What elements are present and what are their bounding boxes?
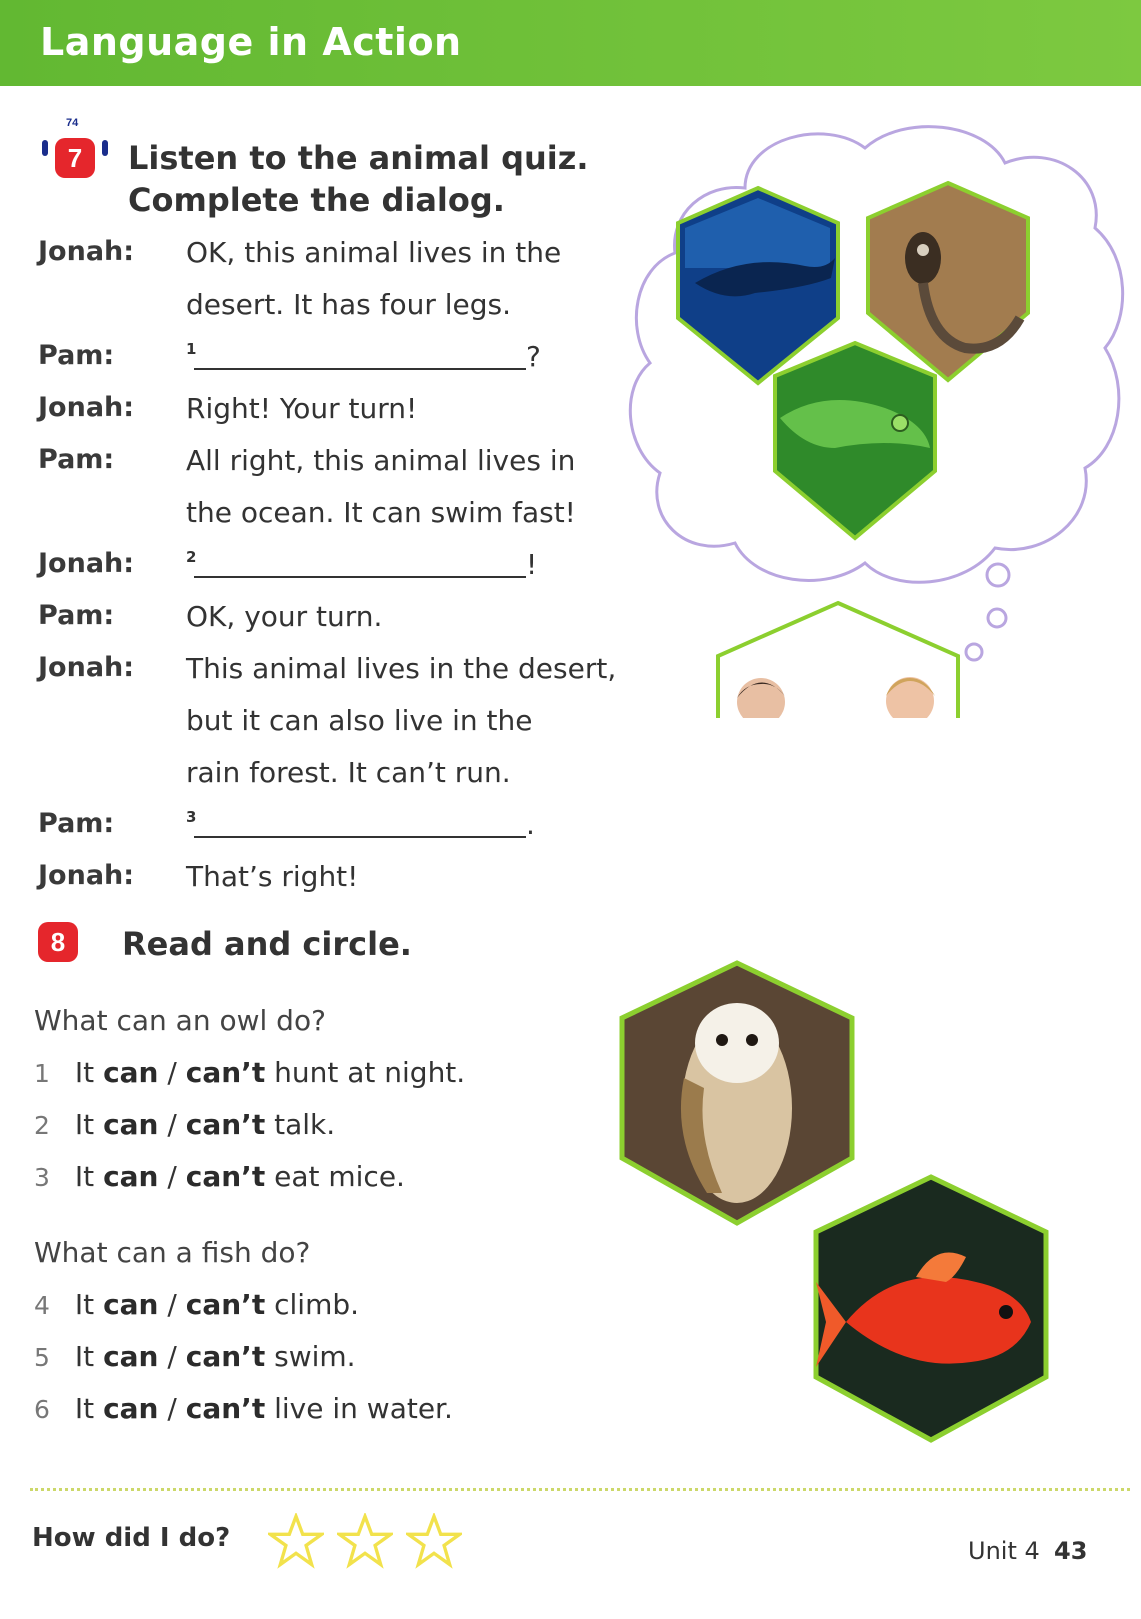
star-icon[interactable] bbox=[268, 1513, 324, 1569]
section-header bbox=[0, 0, 1141, 86]
chameleon-picture bbox=[775, 343, 935, 538]
circle-item bbox=[34, 1160, 405, 1193]
item-number: 1 bbox=[34, 1059, 50, 1088]
dialog-speaker: Pam: bbox=[38, 600, 115, 631]
headphones-icon bbox=[102, 140, 108, 156]
option-cant[interactable]: can’t bbox=[185, 1160, 266, 1193]
children-picture bbox=[718, 603, 958, 718]
blank-number: 3 bbox=[186, 808, 197, 826]
option-cant[interactable]: can’t bbox=[185, 1392, 266, 1425]
whale-picture bbox=[678, 188, 838, 383]
dialog-speaker: Jonah: bbox=[38, 548, 135, 579]
item-subject: It bbox=[74, 1160, 95, 1193]
self-assessment-question: How did I do? bbox=[32, 1523, 231, 1553]
dialog-line: That’s right! bbox=[186, 860, 359, 893]
answer-blank-2[interactable] bbox=[186, 548, 566, 584]
circle-item bbox=[34, 1056, 465, 1089]
option-can[interactable]: can bbox=[103, 1288, 159, 1321]
blank-punctuation: ? bbox=[526, 340, 541, 373]
option-separator: / bbox=[167, 1288, 177, 1321]
star-icon[interactable] bbox=[337, 1513, 393, 1569]
footer-divider bbox=[30, 1488, 1130, 1491]
option-separator: / bbox=[167, 1160, 177, 1193]
exercise-7-instruction-line2: Complete the dialog. bbox=[128, 181, 505, 219]
option-separator: / bbox=[167, 1392, 177, 1425]
item-subject: It bbox=[74, 1056, 95, 1089]
option-separator: / bbox=[167, 1056, 177, 1089]
option-can[interactable]: can bbox=[103, 1160, 159, 1193]
exercise-8-instruction: Read and circle. bbox=[122, 925, 412, 963]
circle-item bbox=[34, 1108, 335, 1141]
item-number: 6 bbox=[34, 1395, 50, 1424]
rating-stars bbox=[268, 1513, 470, 1573]
item-number: 2 bbox=[34, 1111, 50, 1140]
option-cant[interactable]: can’t bbox=[185, 1340, 266, 1373]
option-can[interactable]: can bbox=[103, 1108, 159, 1141]
blank-line bbox=[194, 368, 526, 370]
option-cant[interactable]: can’t bbox=[185, 1056, 266, 1089]
option-separator: / bbox=[167, 1340, 177, 1373]
blank-line bbox=[194, 836, 526, 838]
item-subject: It bbox=[74, 1340, 95, 1373]
option-cant[interactable]: can’t bbox=[185, 1288, 266, 1321]
item-subject: It bbox=[74, 1288, 95, 1321]
circle-item bbox=[34, 1288, 359, 1321]
exercise-8-badge: 8 bbox=[38, 922, 78, 962]
circle-item bbox=[34, 1340, 356, 1373]
dialog-line: OK, this animal lives in the bbox=[186, 236, 562, 269]
item-number: 4 bbox=[34, 1291, 50, 1320]
blank-line bbox=[194, 576, 526, 578]
dialog-speaker: Pam: bbox=[38, 444, 115, 475]
thought-bubble-illustration bbox=[625, 118, 1135, 718]
option-can[interactable]: can bbox=[103, 1392, 159, 1425]
cobra-picture bbox=[868, 183, 1028, 380]
dialog-line: All right, this animal lives in bbox=[186, 444, 576, 477]
star-icon[interactable] bbox=[406, 1513, 462, 1569]
item-rest: hunt at night. bbox=[274, 1056, 466, 1089]
unit-label: Unit 4 bbox=[968, 1537, 1040, 1565]
blank-number: 1 bbox=[186, 340, 197, 358]
headphones-icon bbox=[42, 140, 48, 156]
dialog-speaker: Jonah: bbox=[38, 236, 135, 267]
section-title: Language in Action bbox=[40, 20, 462, 64]
option-can[interactable]: can bbox=[103, 1340, 159, 1373]
blank-punctuation: ! bbox=[526, 548, 538, 581]
track-number: 74 bbox=[66, 117, 79, 129]
dialog-line: OK, your turn. bbox=[186, 600, 383, 633]
dialog-speaker: Jonah: bbox=[38, 652, 135, 683]
dialog-line: desert. It has four legs. bbox=[186, 288, 512, 321]
goldfish-picture bbox=[806, 1172, 1056, 1452]
exercise-7-instruction-line1: Listen to the animal quiz. bbox=[128, 139, 589, 177]
question: What can a fish do? bbox=[34, 1236, 311, 1269]
item-rest: climb. bbox=[274, 1288, 360, 1321]
item-rest: swim. bbox=[274, 1340, 356, 1373]
item-subject: It bbox=[74, 1108, 95, 1141]
dialog-line: but it can also live in the bbox=[186, 704, 533, 737]
option-cant[interactable]: can’t bbox=[185, 1108, 266, 1141]
blank-punctuation: . bbox=[526, 808, 535, 841]
dialog-speaker: Jonah: bbox=[38, 860, 135, 891]
blank-number: 2 bbox=[186, 548, 197, 566]
dialog-line: rain forest. It can’t run. bbox=[186, 756, 511, 789]
answer-blank-3[interactable] bbox=[186, 808, 566, 844]
item-number: 3 bbox=[34, 1163, 50, 1192]
dialog-speaker: Pam: bbox=[38, 340, 115, 371]
question: What can an owl do? bbox=[34, 1004, 326, 1037]
item-rest: live in water. bbox=[274, 1392, 453, 1425]
dialog-line: This animal lives in the desert, bbox=[186, 652, 617, 685]
option-can[interactable]: can bbox=[103, 1056, 159, 1089]
item-rest: eat mice. bbox=[274, 1160, 405, 1193]
item-subject: It bbox=[74, 1392, 95, 1425]
page-number: 43 bbox=[1054, 1537, 1088, 1565]
dialog-speaker: Jonah: bbox=[38, 392, 135, 423]
option-separator: / bbox=[167, 1108, 177, 1141]
dialog-speaker: Pam: bbox=[38, 808, 115, 839]
answer-blank-1[interactable] bbox=[186, 340, 566, 376]
item-rest: talk. bbox=[274, 1108, 336, 1141]
exercise-7-badge: 7 bbox=[55, 138, 95, 178]
dialog-line: the ocean. It can swim fast! bbox=[186, 496, 576, 529]
item-number: 5 bbox=[34, 1343, 50, 1372]
dialog-line: Right! Your turn! bbox=[186, 392, 418, 425]
circle-item bbox=[34, 1392, 453, 1425]
